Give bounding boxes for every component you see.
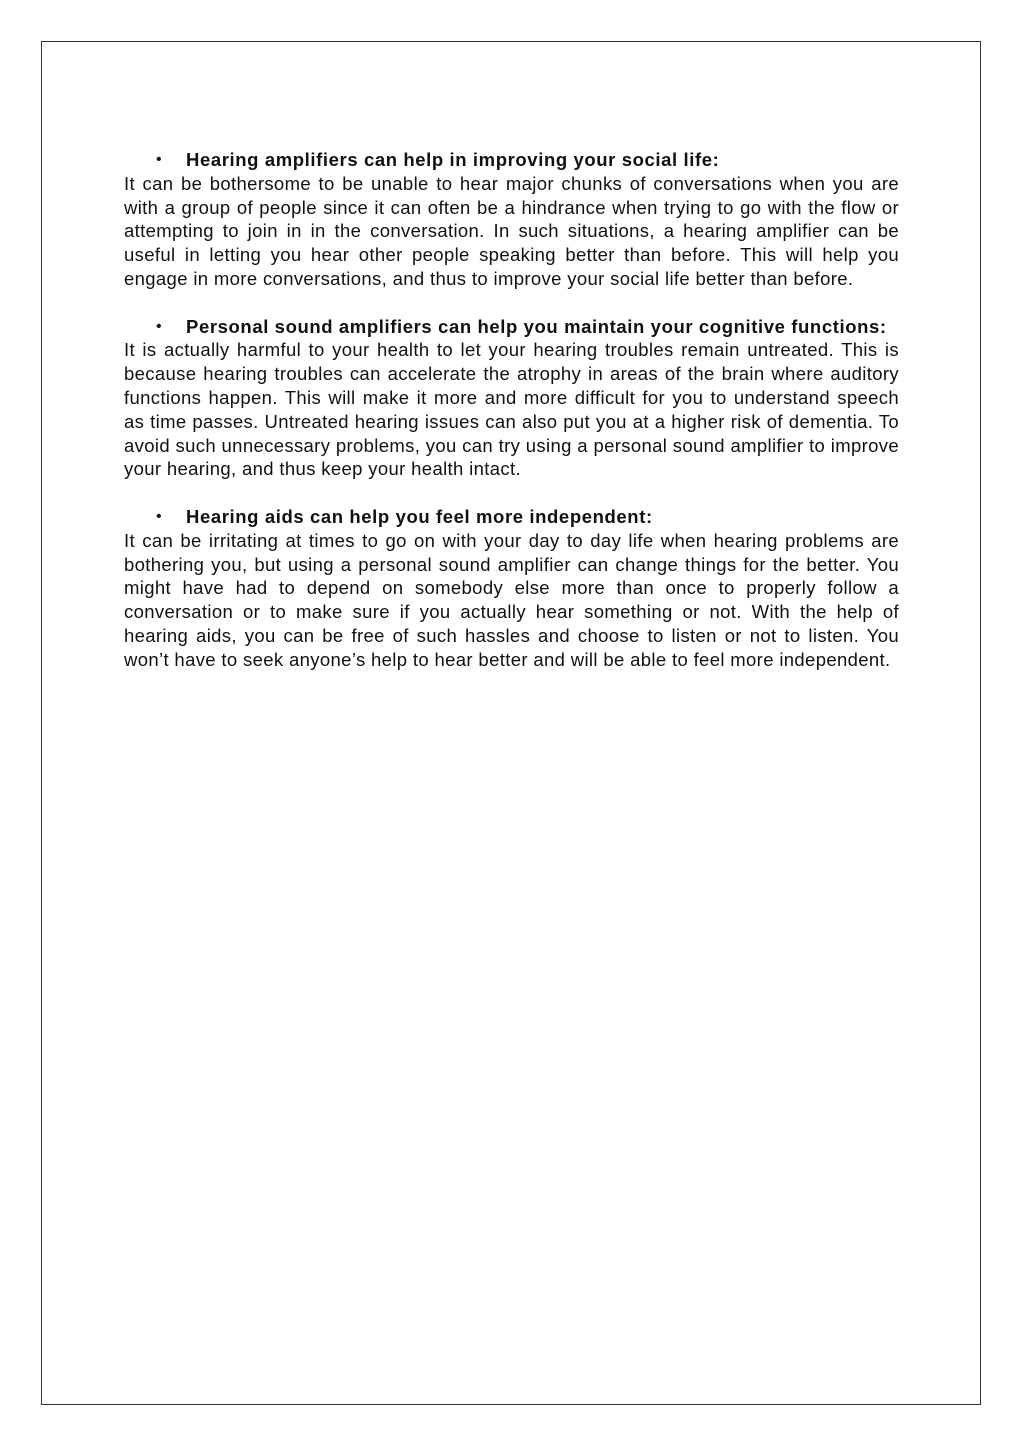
- bullet-icon: •: [156, 317, 163, 335]
- section-paragraph: It can be bothersome to be unable to hear major chunks of conversations when you are with a group of people since it can often be a hindrance when trying to go with the flow or attempting to join in in the conversation. In such situations, a hearing amplifier can be useful in letting you hear other people speaking better than before. This will help you engage in more conversations, and thus to improve your social life better than before.: [124, 172, 899, 289]
- section-heading: [124, 315, 899, 339]
- heading-text: Hearing amplifiers can help in improving your social life:: [186, 149, 720, 170]
- section-cognitive-functions: [124, 315, 899, 482]
- section-heading: [124, 148, 899, 172]
- section-independence: [124, 505, 899, 672]
- bullet-icon: •: [156, 507, 163, 525]
- section-social-life: [124, 148, 899, 291]
- section-paragraph: It can be irritating at times to go on with your day to day life when hearing problems are bothering you, but using a personal sound amplifier can change things for the better. You might have had to depend on somebody else more than once to properly follow a conversation or to make sure if you actually hear something or not. With the help of hearing aids, you can be free of such hassles and choose to listen or not to listen. You won’t have to seek anyone’s help to hear better and will be able to feel more independent.: [124, 529, 899, 670]
- section-paragraph: It is actually harmful to your health to let your hearing troubles remain untreated. This is because hearing troubles can accelerate the atrophy in areas of the brain where auditory functions happen. This will make it more and more difficult for you to understand speech as time passes. Untreated hearing issues can also put you at a higher risk of dementia. To avoid such unnecessary problems, you can try using a personal sound amplifier to improve your hearing, and thus keep your health intact.: [124, 339, 899, 480]
- bullet-icon: •: [156, 151, 163, 168]
- section-heading: [124, 505, 899, 529]
- document-content: [124, 148, 899, 695]
- heading-text: Personal sound amplifiers can help you maintain your cognitive functions:: [186, 315, 887, 337]
- heading-text: Hearing aids can help you feel more independent:: [186, 505, 653, 527]
